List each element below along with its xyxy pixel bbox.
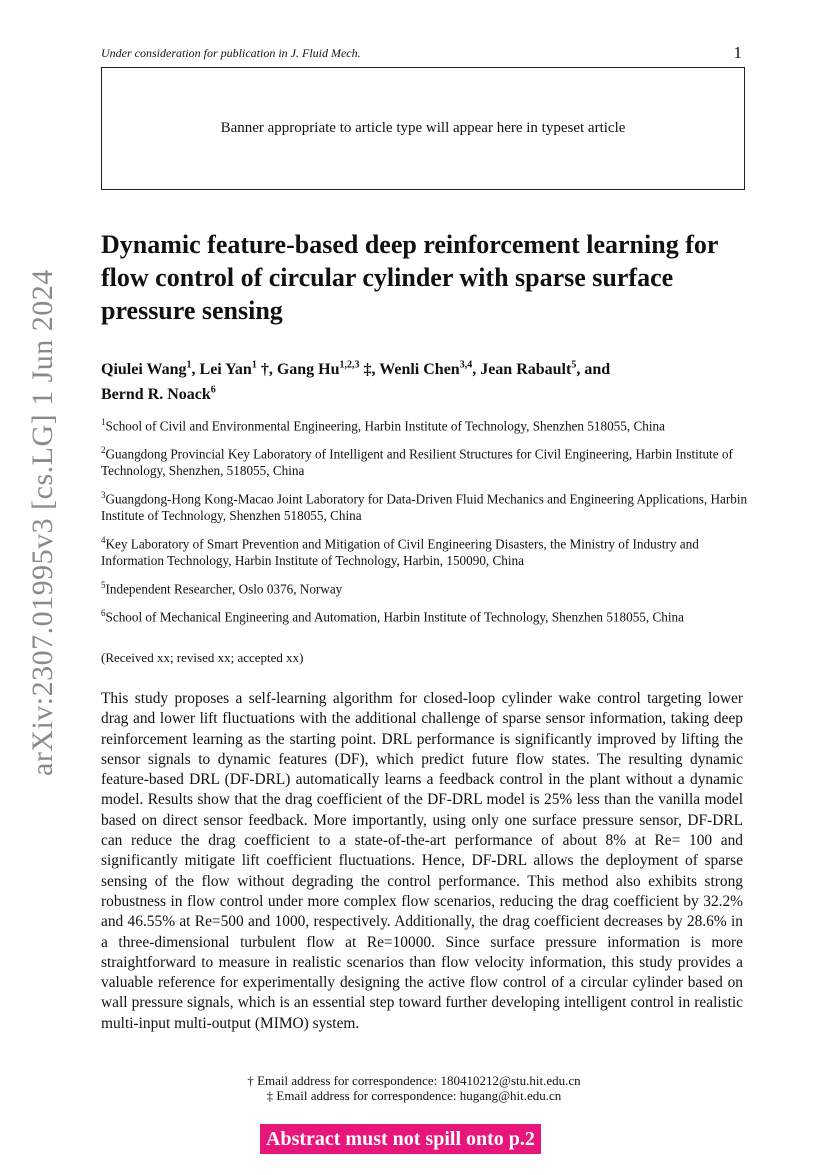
received-dates: (Received xx; revised xx; accepted xx) [101,650,304,665]
affiliation-list [101,414,751,634]
banner-text: Banner appropriate to article type will appear here in typeset article [220,120,626,136]
affiliation: $^4$Key Laboratory of Smart Prevention and Mitigation of Civil Engineering Disasters, the Ministry of Industry and Information Technology, Harbin Institute of Technology, Harbin, 150090, China [101,535,699,569]
affiliation: $^3$Guangdong-Hong Kong-Macao Joint Laboratory for Data-Driven Fluid Mechanics and Engineering Applications, Harbin Institute of Technology, Shenzhen 518055, China [101,490,748,524]
abstract-length-warning: Abstract must not spill onto p.2 [260,1124,541,1154]
banner-box [101,67,745,190]
affiliation: $^5$Independent Researcher, Oslo 0376, Norway [101,580,343,597]
paper-title: Dynamic feature-based deep reinforcement learning for flow control of circular cylinder with sparse surface pressure sensing [101,230,718,325]
author: Wenli Chen$^{3,4}$, [379,360,481,379]
author: Jean Rabault$^5$, and [480,360,611,379]
affiliation: $^1$School of Civil and Environmental Engineering, Harbin Institute of Technology, Shenzhen 518055, China [101,417,665,434]
author: Gang Hu$^{1,2,3}$ ‡, [276,360,380,379]
correspondence-note: ‡ Email address for correspondence: hugang@hit.edu.cn [266,1088,562,1103]
affiliation: $^2$Guangdong Provincial Key Laboratory of Intelligent and Resilient Structures for Civil Engineering, Harbin Institute of Technology, Shenzhen, 518055, China [101,445,733,479]
correspondence-note: † Email address for correspondence: 180410212@stu.hit.edu.cn [247,1073,581,1088]
arxiv-stamp: arXiv:2307.01995v3 [cs.LG] 1 Jun 2024 [26,269,59,776]
author-list [101,356,741,405]
page-number: 1 [733,43,742,62]
author: Bernd R. Noack$^6$ [101,384,216,403]
author: Qiulei Wang$^1$, [101,360,200,379]
abstract: This study proposes a self-learning algorithm for closed-loop cylinder wake control targeting lower drag and lower lift fluctuations with the additional challenge of sparse sensor information, taking deep reinforcement learning as the starting point. DRL performance is significantly improved by lifting the sensor signals to dynamic features (DF), which predict future flow states. The resulting dynamic feature-based DRL (DF-DRL) automatically learns a feedback control in the plant without a dynamic model. Results show that the drag coefficient of the DF-DRL model is 25% less than the vanilla model based on direct sensor feedback. More importantly, using only one surface pressure sensor, DF-DRL can reduce the drag coefficient to a state-of-the-art performance of about 8% at Re= 100 and significantly mitigate lift coefficient fluctuations. Hence, DF-DRL allows the deployment of sparse sensing of the flow without degrading the control performance. This method also exhibits strong robustness in flow control under more complex flow scenarios, reducing the drag coefficient by 32.2% and 46.55% at Re=500 and 1000, respectively. Additionally, the drag coefficient decreases by 28.6% in a three-dimensional turbulent flow at Re=10000. Since surface pressure information is more straightforward to measure in realistic scenarios than flow velocity information, this study provides a valuable reference for experimentally designing the active flow control of a circular cylinder based on wall pressure signals, which is an essential step toward further developing intelligent control in realistic multi-input multi-output (MIMO) system. [101,690,743,1032]
affiliation: $^6$School of Mechanical Engineering and Automation, Harbin Institute of Technology, Shenzhen 518055, China [101,608,684,625]
author: Lei Yan$^1$ †, [199,360,277,379]
journal-note: Under consideration for publication in J. Fluid Mech. [101,46,361,60]
